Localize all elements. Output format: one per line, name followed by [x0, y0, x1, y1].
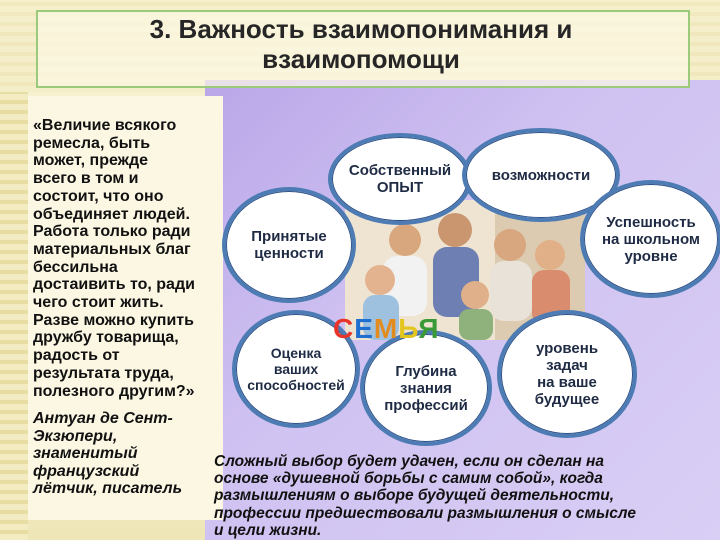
family-word — [333, 313, 439, 345]
family-letter-1: С — [333, 313, 355, 344]
conclusion-text: Сложный выбор будет удачен, если он сделан на основе «душевной борьбы с самим собой», когда размышлениям о выборе будущей деятельности, профессии предшествовали размышления о смысле и цели жизни. — [214, 453, 636, 539]
bubble-success: Успешность на школьном уровне — [580, 180, 720, 298]
bubble-experience: Собственный ОПЫТ — [328, 133, 472, 225]
bubble-assessment: Оценка ваших способностей — [232, 310, 360, 428]
quote-author: Антуан де Сент- Экзюпери, знаменитый французский лётчик, писатель — [33, 410, 183, 497]
family-letter-5: Я — [418, 313, 440, 344]
left-stripes — [0, 92, 28, 540]
family-letter-4: Ь — [398, 313, 419, 344]
bubble-values: Принятые ценности — [222, 187, 356, 303]
quote-text: «Величие всякого ремесла, быть может, прежде всего в том и состоит, что оно объединяет людей. Работа только ради материальных благ бессильна достаивить то, ради чего стоит жить. Разве можно купить дружбу товарища, радость от результата труда, полезного другим?» — [33, 117, 195, 400]
family-letter-3: М — [373, 313, 399, 344]
family-letter-2: Е — [354, 313, 374, 344]
bubble-knowledge: Глубина знания профессий — [360, 330, 492, 446]
slide-title: 3. Важность взаимопонимания и взаимопомощи — [149, 14, 573, 74]
bubble-opportunities: возможности — [462, 128, 620, 222]
bubble-tasks: уровень задач на ваше будущее — [497, 310, 637, 438]
